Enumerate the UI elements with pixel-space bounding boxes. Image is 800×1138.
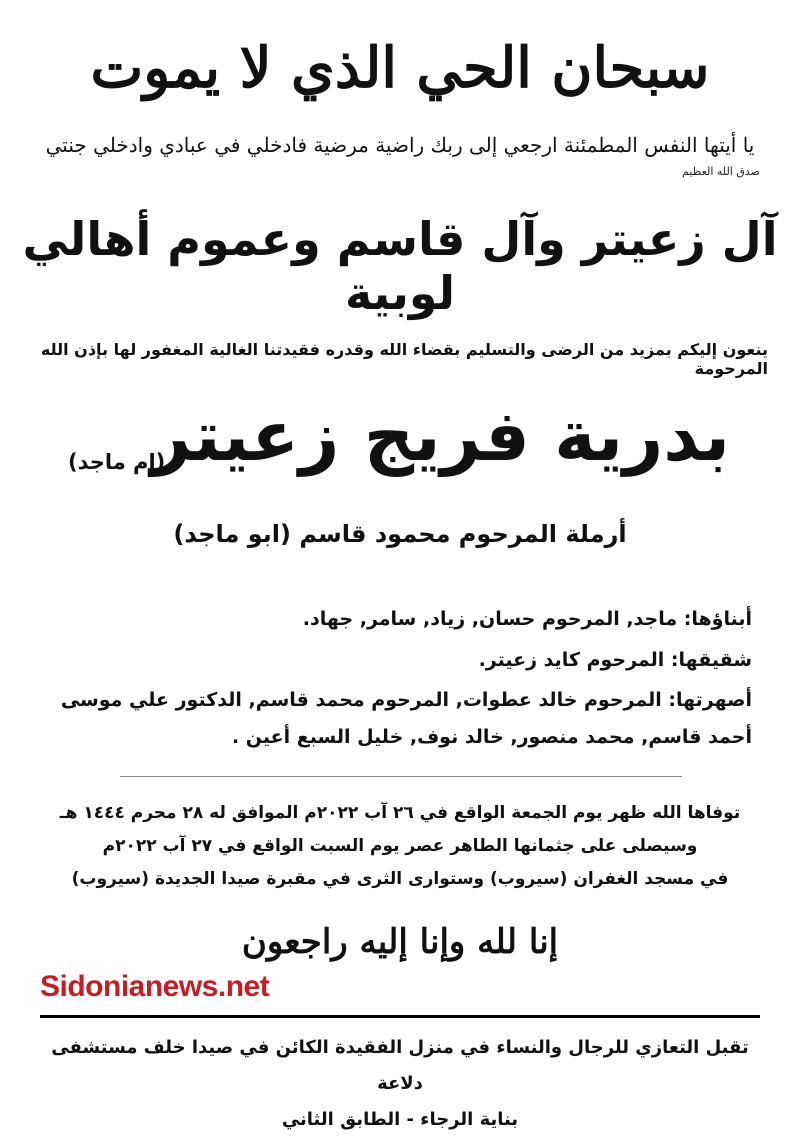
widow-of: أرملة المرحوم محمود قاسم (ابو ماجد) (173, 520, 627, 548)
relatives-sons: أبناؤها: ماجد, المرحوم حسان, زياد, سامر, جهاد. (302, 608, 752, 630)
families-heading: آل زعيتر وآل قاسم وعموم أهالي لوبية (22, 212, 778, 320)
death-line-1: توفاها الله ظهر يوم الجمعة الواقع في ٢٦ آب ٢٠٢٢م الموافق له ٢٨ محرم ١٤٤٤ هـ (59, 803, 741, 823)
verse-attribution: صدق الله العظيم (682, 165, 760, 178)
quran-verse: يا أيتها النفس المطمئنة ارجعي إلى ربك راضية مرضية فادخلي في عبادي وادخلي جنتي (45, 133, 755, 157)
bottom-divider (40, 1015, 760, 1018)
death-line-2: وسيصلى على جثمانها الطاهر عصر يوم السبت الواقع في ٢٧ آب ٢٠٢٢م (102, 836, 698, 856)
deceased-kunya: (ام ماجد) (68, 450, 166, 474)
death-line-3: في مسجد الغفران (سيروب) وستوارى الثرى في مقبرة صيدا الجديدة (سيروب) (71, 869, 729, 889)
relatives-inlaws-2: أحمد قاسم, محمد منصور, خالد نوف, خليل السبع أعين . (231, 726, 752, 748)
deceased-name: بدرية فريج زعيتر (150, 395, 730, 477)
intro-text: ينعون إليكم بمزيد من الرضى والتسليم بقضاء الله وقدره فقيدتنا الغالية المغفور لها بإذن الله المرحومة (40, 340, 768, 378)
condolences (50, 1030, 750, 1138)
divider (120, 776, 682, 777)
relatives-inlaws-1: أصهرتها: المرحوم خالد عطوات, المرحوم محمد قاسم, الدكتور علي موسى (60, 689, 752, 711)
watermark-text: Sidonianews.net (40, 970, 270, 1003)
header-calligraphy: سبحان الحي الذي لا يموت (90, 35, 710, 101)
relatives-brother: شقيقها: المرحوم كايد زعيتر. (478, 649, 752, 671)
closing-calligraphy: إنا لله وإنا إليه راجعون (241, 922, 559, 962)
condolences-line-2: بناية الرجاء - الطابق الثاني (281, 1109, 519, 1130)
death-details (40, 797, 760, 896)
condolences-line-1: تقبل التعازي للرجال والنساء في منزل الفقيدة الكائن في صيدا خلف مستشفى دلاعة (51, 1037, 749, 1094)
